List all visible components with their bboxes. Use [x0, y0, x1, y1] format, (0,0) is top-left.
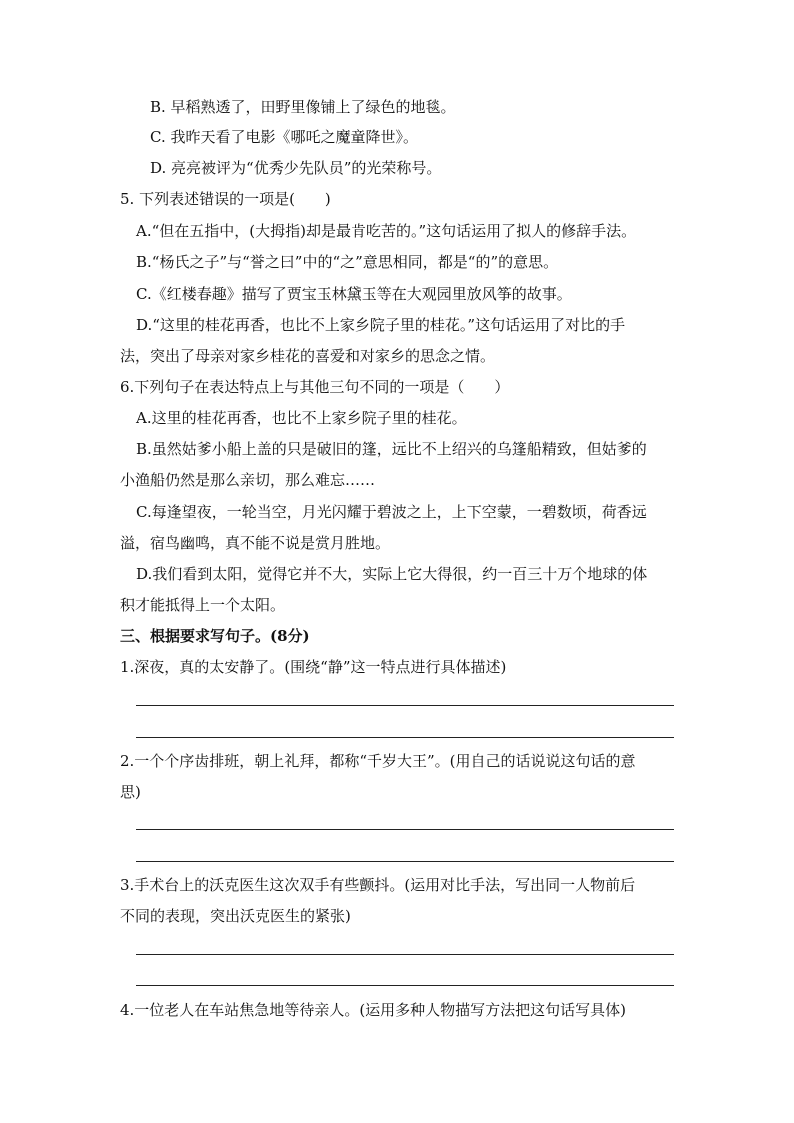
- answer-line-3-2[interactable]: [136, 985, 674, 986]
- question-6-option-b-line-1: B.虽然姑爹小船上盖的只是破旧的篷，远比不上绍兴的乌篷船精致，但姑爹的: [136, 440, 647, 458]
- question-6-option-c-line-1: C.每逢望夜，一轮当空，月光闪耀于碧波之上，上下空蒙，一碧数顷，荷香远: [136, 503, 647, 521]
- writing-task-2-line-2: 思): [120, 783, 141, 801]
- question-6-option-b-line-2: 小渔船仍然是那么亲切，那么难忘……: [120, 471, 376, 489]
- question-5-option-b: B.“杨氏之子”与“誉之曰”中的“之”意思相同，都是“的”的意思。: [136, 253, 559, 271]
- writing-task-3-line-2: 不同的表现，突出沃克医生的紧张): [120, 907, 351, 925]
- question-5-option-a: A.“但在五指中，(大拇指)却是最肯吃苦的。”这句话运用了拟人的修辞手法。: [136, 222, 637, 240]
- question-6-option-d-line-1: D.我们看到太阳，觉得它并不大，实际上它大得很，约一百三十万个地球的体: [136, 565, 648, 583]
- question-5-option-d-line-1: D.“这里的桂花再香，也比不上家乡院子里的桂花。”这句话运用了对比的手: [136, 316, 626, 334]
- answer-line-2-1[interactable]: [136, 829, 674, 830]
- writing-task-4: 4.一位老人在车站焦急地等待亲人。(运用多种人物描写方法把这句话写具体): [120, 1001, 627, 1019]
- writing-task-3-line-1: 3.手术台上的沃克医生这次双手有些颤抖。(运用对比手法，写出同一人物前后: [120, 876, 636, 894]
- answer-line-2-2[interactable]: [136, 861, 674, 862]
- question-6-option-c-line-2: 溢，宿鸟幽鸣，真不能不说是赏月胜地。: [120, 534, 391, 552]
- writing-task-2-line-1: 2.一个个序齿排班，朝上礼拜，都称“千岁大王”。(用自己的话说说这句话的意: [120, 752, 636, 770]
- question-6-option-a: A.这里的桂花再香，也比不上家乡院子里的桂花。: [136, 409, 467, 427]
- question-4-option-d: D. 亮亮被评为“优秀少先队员”的光荣称号。: [150, 159, 442, 177]
- question-4-option-b: B. 早稻熟透了，田野里像铺上了绿色的地毯。: [150, 98, 456, 116]
- question-6-stem: 6.下列句子在表达特点上与其他三句不同的一项是（ ）: [120, 378, 510, 396]
- answer-line-1-2[interactable]: [136, 737, 674, 738]
- question-4-option-c: C. 我昨天看了电影《哪吒之魔童降世》。: [150, 128, 418, 146]
- question-5-option-d-line-2: 法，突出了母亲对家乡桂花的喜爱和对家乡的思念之情。: [120, 347, 496, 365]
- question-5-stem: 5. 下列表述错误的一项是( ): [120, 190, 331, 208]
- writing-task-1: 1.深夜，真的太安静了。(围绕“静”这一特点进行具体描述): [120, 658, 507, 676]
- question-5-option-c: C.《红楼春趣》描写了贾宝玉林黛玉等在大观园里放风筝的故事。: [136, 285, 572, 303]
- answer-line-3-1[interactable]: [136, 954, 674, 955]
- section-3-heading: 三、根据要求写句子。(8分): [120, 627, 310, 645]
- answer-line-1-1[interactable]: [136, 705, 674, 706]
- question-6-option-d-line-2: 积才能抵得上一个太阳。: [120, 596, 286, 614]
